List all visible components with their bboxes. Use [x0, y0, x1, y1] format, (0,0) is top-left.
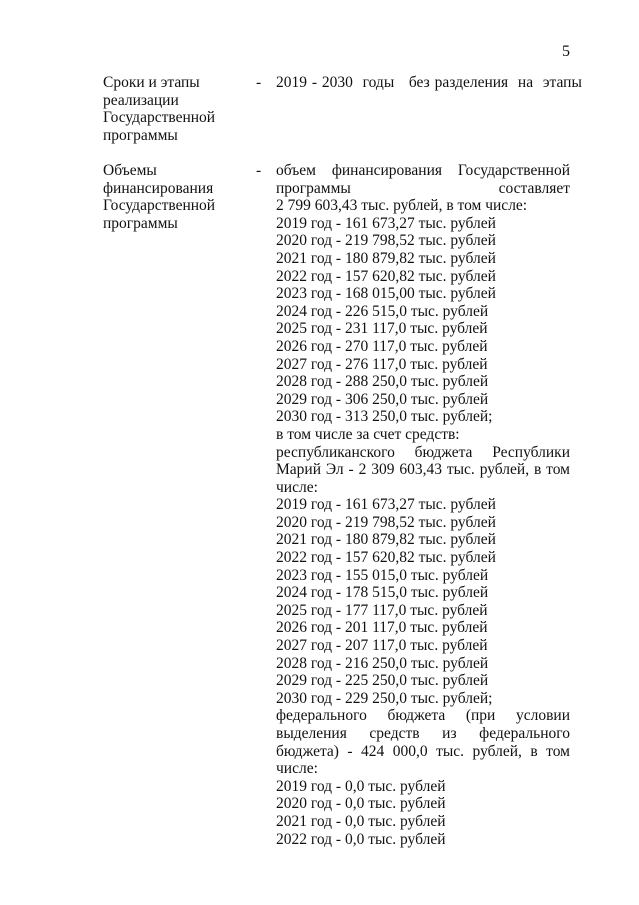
label-line: программы — [103, 126, 178, 144]
row-dash: - — [256, 74, 262, 91]
value-line: 2026 год - 270 117,0 тыс. рублей — [276, 337, 488, 355]
label-line: Государственной — [103, 109, 216, 127]
value-line: 2028 год - 288 250,0 тыс. рублей — [276, 373, 489, 391]
value-line: 2025 год - 231 117,0 тыс. рублей — [276, 320, 488, 338]
value-line: 2023 год - 168 015,00 тыс. рублей — [276, 285, 496, 303]
row-label — [103, 162, 243, 232]
value-line: республиканского бюджета Республики — [276, 443, 570, 461]
value-line: бюджета) - 424 000,0 тыс. рублей, в том — [276, 742, 570, 760]
row-value: 2019 - 2030 годы без разделения на этапы — [276, 74, 582, 91]
value-line: 2022 год - 0,0 тыс. рублей — [276, 830, 446, 848]
label-line: Государственной — [103, 197, 216, 215]
label-line: финансирования — [103, 179, 214, 197]
value-line: 2020 год - 0,0 тыс. рублей — [276, 795, 446, 813]
page-number: 5 — [562, 43, 570, 60]
value-line: 2021 год - 180 879,82 тыс. рублей — [276, 249, 496, 267]
value-line: 2027 год - 207 117,0 тыс. рублей — [276, 637, 488, 655]
label-line: Сроки и этапы — [103, 74, 200, 91]
value-line: числе: — [276, 478, 318, 496]
value-line: 2019 год - 0,0 тыс. рублей — [276, 777, 446, 795]
value-line: федерального бюджета (при условии — [276, 707, 570, 725]
value-line: 2021 год - 180 879,82 тыс. рублей — [276, 531, 496, 549]
value-line: 2022 год - 157 620,82 тыс. рублей — [276, 549, 496, 567]
value-line: 2027 год - 276 117,0 тыс. рублей — [276, 355, 488, 373]
value-line: 2028 год - 216 250,0 тыс. рублей — [276, 654, 489, 672]
value-line: 2022 год - 157 620,82 тыс. рублей — [276, 267, 496, 285]
value-line: 2030 год - 313 250,0 тыс. рублей; — [276, 408, 493, 426]
value-line: 2026 год - 201 117,0 тыс. рублей — [276, 619, 488, 637]
row-label — [103, 74, 243, 144]
value-line: числе: — [276, 760, 318, 778]
value-line: 2020 год - 219 798,52 тыс. рублей — [276, 232, 496, 250]
value-line: 2024 год - 178 515,0 тыс. рублей — [276, 584, 489, 602]
value-line: 2025 год - 177 117,0 тыс. рублей — [276, 601, 488, 619]
value-line: 2030 год - 229 250,0 тыс. рублей; — [276, 689, 493, 707]
value-line: 2023 год - 155 015,0 тыс. рублей — [276, 566, 489, 584]
row-dash: - — [256, 162, 262, 179]
funding-value — [276, 162, 570, 848]
value-line: в том числе за счет средств: — [276, 425, 460, 443]
label-line: Объемы — [103, 162, 157, 179]
value-line: 2019 год - 161 673,27 тыс. рублей — [276, 496, 496, 514]
value-line: 2029 год - 225 250,0 тыс. рублей — [276, 672, 489, 690]
value-line: 2024 год - 226 515,0 тыс. рублей — [276, 302, 489, 320]
value-line: объем финансирования Государственной — [276, 162, 570, 179]
value-line: 2019 год - 161 673,27 тыс. рублей — [276, 214, 496, 232]
value-line: Марий Эл - 2 309 603,43 тыс. рублей, в том — [276, 461, 570, 479]
value-line: программы составляет — [276, 179, 570, 197]
value-line: 2029 год - 306 250,0 тыс. рублей — [276, 390, 489, 408]
label-line: программы — [103, 214, 178, 232]
label-line: реализации — [103, 91, 179, 109]
value-line: 2021 год - 0,0 тыс. рублей — [276, 812, 446, 830]
value-line: выделения средств из федерального — [276, 725, 570, 742]
value-line: 2020 год - 219 798,52 тыс. рублей — [276, 513, 496, 531]
value-line: 2 799 603,43 тыс. рублей, в том числе: — [276, 197, 528, 215]
